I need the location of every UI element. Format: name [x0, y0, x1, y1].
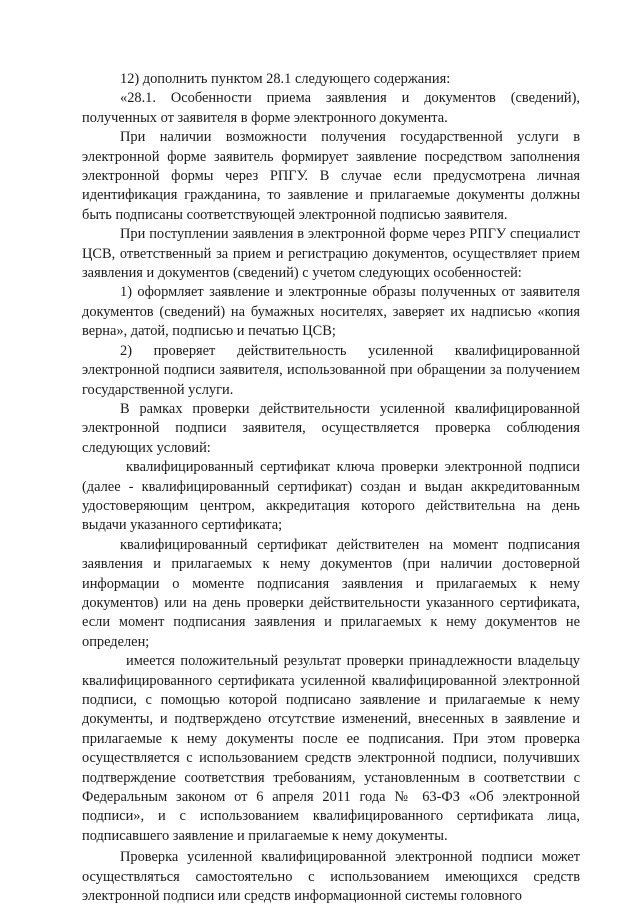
paragraph-verification-conditions: В рамках проверки действительности усиленной квалифицированной электронной подписи заявителя, осуществляется проверка соблюдения следующих условий:	[82, 400, 580, 456]
paragraph-reception: При поступлении заявления в электронной форме через РПГУ специалист ЦСВ, ответственный за прием и регистрацию документов, осуществляет прием заявления и документов (сведений) с учетом следующих особенностей:	[82, 226, 580, 282]
paragraph-item-2: 2) проверяет действительность усиленной квалифицированной электронной подписи заявителя, использованной при обращении за получением государственной услуги.	[82, 342, 580, 398]
paragraph-condition-certificate-issued: квалифицированный сертификат ключа проверки электронной подписи (далее - квалифицированный сертификат) создан и выдан аккредитованным удостоверяющим центром, аккредитация которого действительна на день выдачи указанного сертификата;	[82, 459, 580, 534]
paragraph-condition-positive-result: имеется положительный результат проверки принадлежности владельцу квалифицированного сертификата усиленной квалифицированной электронной подписи, с помощью которой подписано заявление и прилагаемые к нему документы, и подтверждено отсутствие изменений, внесенных в заявление и прилагаемые к нему документы после ее подписания. При этом проверка осуществляется с использованием средств электронной подписи, получивших подтверждение соответствия требованиям, установленным в соответствии с Федеральным законом от 6 апреля 2011 года № 63-ФЗ «Об электронной подписи», и с использованием квалифицированного сертификата лица, подписавшего заявление и прилагаемые к нему документы.	[82, 653, 580, 844]
paragraph-amendment-intro: 12) дополнить пунктом 28.1 следующего содержания:	[120, 71, 451, 87]
paragraph-verification-means: Проверка усиленной квалифицированной электронной подписи может осуществляться самостоятельно с использованием имеющихся средств электронной подписи или средств информационной системы головного	[82, 849, 580, 905]
paragraph-electronic-form: При наличии возможности получения государственной услуги в электронной форме заявитель формирует заявление посредством заполнения электронной формы через РПГУ. В случае если предусмотрена личная идентификация гражданина, то заявление и прилагаемые документы должны быть подписаны соответствующей электронной подписью заявителя.	[82, 129, 580, 223]
paragraph-section-heading: «28.1. Особенности приема заявления и документов (сведений), полученных от заявителя в форме электронного документа.	[82, 90, 580, 126]
paragraph-item-1: 1) оформляет заявление и электронные образы полученных от заявителя документов (сведений) на бумажных носителях, заверяет их надписью «копия верна», датой, подписью и печатью ЦСВ;	[82, 284, 580, 340]
paragraph-condition-certificate-valid: квалифицированный сертификат действителен на момент подписания заявления и прилагаемых к нему документов (при наличии достоверной информации о моменте подписания заявления и прилагаемых к нему документов) или на день проверки действительности указанного сертификата, если момент подписания заявления и прилагаемых к нему документов не определен;	[82, 536, 580, 650]
